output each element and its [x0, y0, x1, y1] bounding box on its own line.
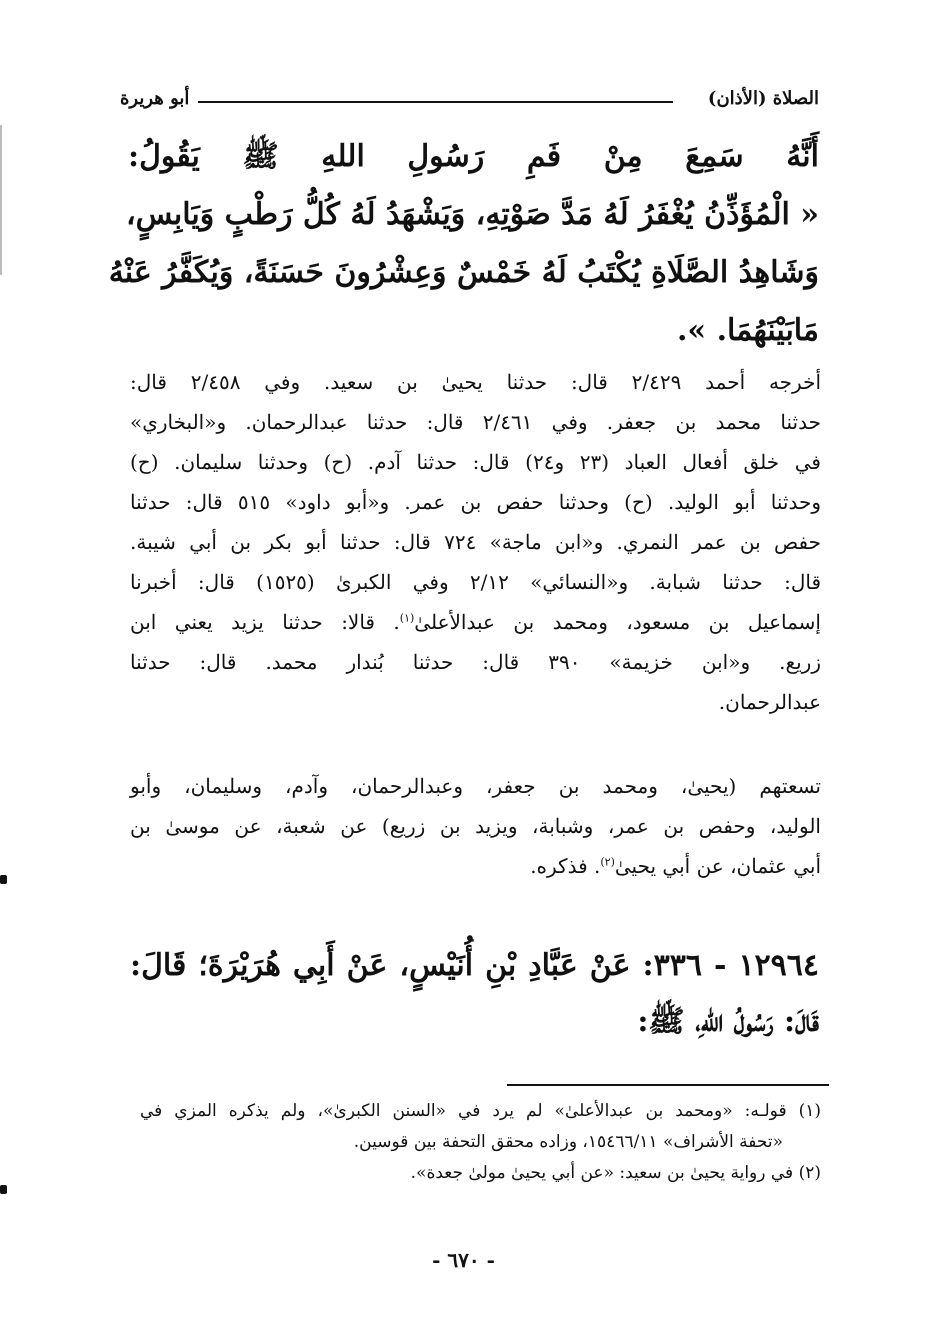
- takhrij-line: قال: حدثنا شبابة. و«النسائي» ٢/١٢ وفي الكبرىٰ (١٥٢٥) قال: أخبرنا: [130, 570, 821, 594]
- takhrij-line: وحدثنا أبو الوليد. (ح) وحدثنا حفص بن عمر. و«أبو داود» ٥١٥ قال: حدثنا: [130, 490, 821, 514]
- takhrij-line: أخرجه أحمد ٢/٤٢٩ قال: حدثنا يحيىٰ بن سعيد. وفي ٢/٤٥٨ قال:: [130, 370, 822, 394]
- hadith-text: [108, 128, 819, 360]
- takhrij-line: حدثنا محمد بن جعفر. وفي ٢/٤٦١ قال: حدثنا عبدالرحمان. و«البخاري»: [130, 410, 821, 434]
- takhrij-line: زريع. و«ابن خزيمة» ٣٩٠ قال: حدثنا بُندار محمد. قال: حدثنا: [130, 650, 821, 674]
- footnote-marker[interactable]: (٢): [600, 855, 615, 869]
- summary-line: الوليد، وحفص بن عمر، وشبابة، ويزيد بن زريع) عن شعبة، عن موسىٰ بن: [130, 814, 821, 838]
- scan-edge-mark: [0, 1185, 7, 1194]
- scan-edge-shadow: [0, 125, 2, 275]
- footnote-separator: [507, 1084, 829, 1086]
- summary-paragraph: [130, 766, 821, 886]
- scan-edge-mark: [0, 875, 7, 884]
- footnote-marker[interactable]: (١): [399, 611, 415, 625]
- next-hadith-heading: [130, 938, 819, 1050]
- footnote-line: «تحفة الأشراف» ١٥٤٦٦/١١، وزاده محقق التحفة بين قوسين.: [353, 1132, 783, 1152]
- takhrij-paragraph: [130, 362, 821, 722]
- hadith-line: أَنَّهُ سَمِعَ مِنْ فَمِ رَسُولِ اللهِ ﷺ يَقُولُ:: [128, 139, 819, 174]
- hadith-line: وَشَاهِدُ الصَّلَاةِ يُكْتَبُ لَهُ خَمْسٌ وَعِشْرُونَ حَسَنَةً، وَيُكَفَّرُ عَنْهُ: [108, 255, 819, 290]
- running-header: [120, 84, 819, 120]
- page-number: - ٦٧٠ -: [432, 1248, 495, 1272]
- footnote-line: (١) قولـه: «ومحمد بن عبدالأعلىٰ» لم يرد في «السنن الكبرىٰ»، ولم يذكره المزي في: [140, 1101, 821, 1121]
- summary-line: [130, 846, 821, 886]
- footnote-line: (٢) في رواية يحيىٰ بن سعيد: «عن أبي يحيىٰ مولىٰ جعدة».: [410, 1163, 821, 1183]
- summary-text: أبي عثمان، عن أبي يحيىٰ: [614, 854, 821, 878]
- summary-line: تسعتهم (يحيىٰ، ومحمد بن جعفر، وعبدالرحمان، وآدم، وسليمان، وأبو: [130, 774, 821, 798]
- hadith-line: ١٢٩٦٤ - ٣٣٦: عَنْ عَبَّادِ بْنِ أُنَيْسٍ، عَنْ أَبِي هُرَيْرَةَ؛ قَالَ:: [130, 948, 820, 983]
- takhrij-text: إسماعيل بن مسعود، ومحمد بن عبدالأعلىٰ: [414, 610, 821, 634]
- takhrij-line: [130, 602, 821, 642]
- takhrij-line: حفص بن عمر النمري. و«ابن ماجة» ٧٢٤ قال: حدثنا أبو بكر بن أبي شيبة.: [130, 530, 821, 554]
- hadith-line: « الْمُؤَذِّنُ يُغْفَرُ لَهُ مَدَّ صَوْتِهِ، وَيَشْهَدُ لَهُ كُلُّ رَطْبٍ وَيَابِسٍ،: [125, 197, 819, 232]
- header-chapter: الصلاة (الأذان): [707, 88, 819, 109]
- hadith-line: مَابَيْنَهُمَا. ».: [676, 313, 819, 348]
- hadith-line: قَالَ: رَسُولُ اللهِ، ﷺ:: [637, 1004, 819, 1039]
- summary-text: . فذكره.: [530, 854, 601, 878]
- takhrij-line: في خلق أفعال العباد (٢٣ و٢٤) قال: حدثنا آدم. (ح) وحدثنا سليمان. (ح): [130, 450, 821, 474]
- takhrij-text: . قالا: حدثنا يزيد يعني ابن: [130, 610, 400, 634]
- header-rule: [198, 101, 673, 103]
- footnotes: [140, 1096, 821, 1189]
- header-narrator: أبو هريرة: [120, 88, 190, 109]
- takhrij-line: عبدالرحمان.: [718, 690, 821, 714]
